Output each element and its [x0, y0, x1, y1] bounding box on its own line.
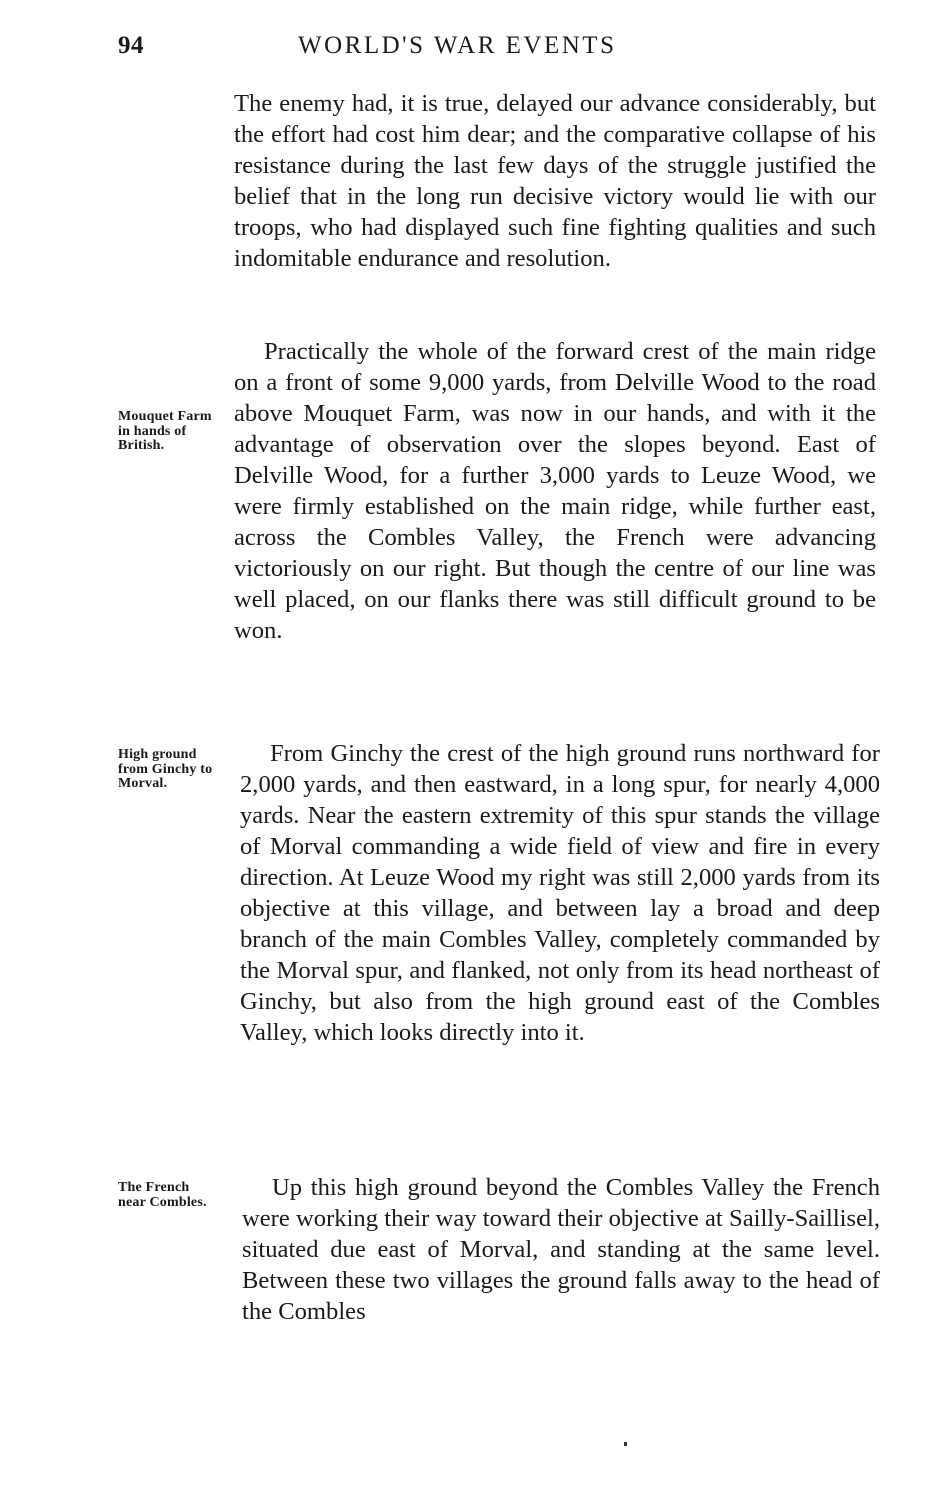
paragraph-french-combles: Up this high ground beyond the Combles Valley the French were working their way toward their objective at Sailly-Saillisel, situated due east of Morval, and standing at the same level. Between these two villages the ground falls away to the head of the Combles — [242, 1174, 880, 1325]
page-header — [118, 32, 878, 72]
paragraph-ginchy-morval: From Ginchy the crest of the high ground runs northward for 2,000 yards, and then eastward, in a long spur, for nearly 4,000 yards. Near the eastern extremity of this spur stands the village of Morval commanding a wide field of view and fire in every direction. At Leuze Wood my right was still 2,000 yards from its objective at this village, and between lay a broad and deep branch of the main Combles Valley, completely commanded by the Morval spur, and flanked, not only from its head northeast of Ginchy, but also from the high ground east of the Combles Valley, which looks directly into it. — [240, 740, 880, 1046]
side-note-high-ground: High ground from Ginchy to Morval. — [118, 747, 213, 791]
print-speck — [624, 1442, 627, 1446]
paragraph-forward-crest: Practically the whole of the forward crest of the main ridge on a front of some 9,000 yards, from Delville Wood to the road above Mouquet Farm, was now in our hands, and with it the advantage of observation over the slopes beyond. East of Delville Wood, for a further 3,000 yards to Leuze Wood, we were firmly established on the main ridge, while further east, across the Combles Valley, the French were advancing victoriously on our right. But though the centre of our line was well placed, on our flanks there was still difficult ground to be won. — [234, 338, 876, 644]
page-number: 94 — [118, 32, 144, 59]
running-title: WORLD'S WAR EVENTS — [298, 32, 617, 59]
paragraph-continuation: The enemy had, it is true, delayed our advance considerably, but the effort had cost him dear; and the comparative collapse of his resistance during the last few days of the struggle justified the belief that in the long run decisive victory would lie with our troops, who had displayed such fine fighting qualities and such indomitable endurance and resolution. — [234, 90, 876, 272]
side-note-mouquet-farm: Mouquet Farm in hands of British. — [118, 409, 212, 453]
side-note-french-combles: The French near Combles. — [118, 1180, 207, 1210]
